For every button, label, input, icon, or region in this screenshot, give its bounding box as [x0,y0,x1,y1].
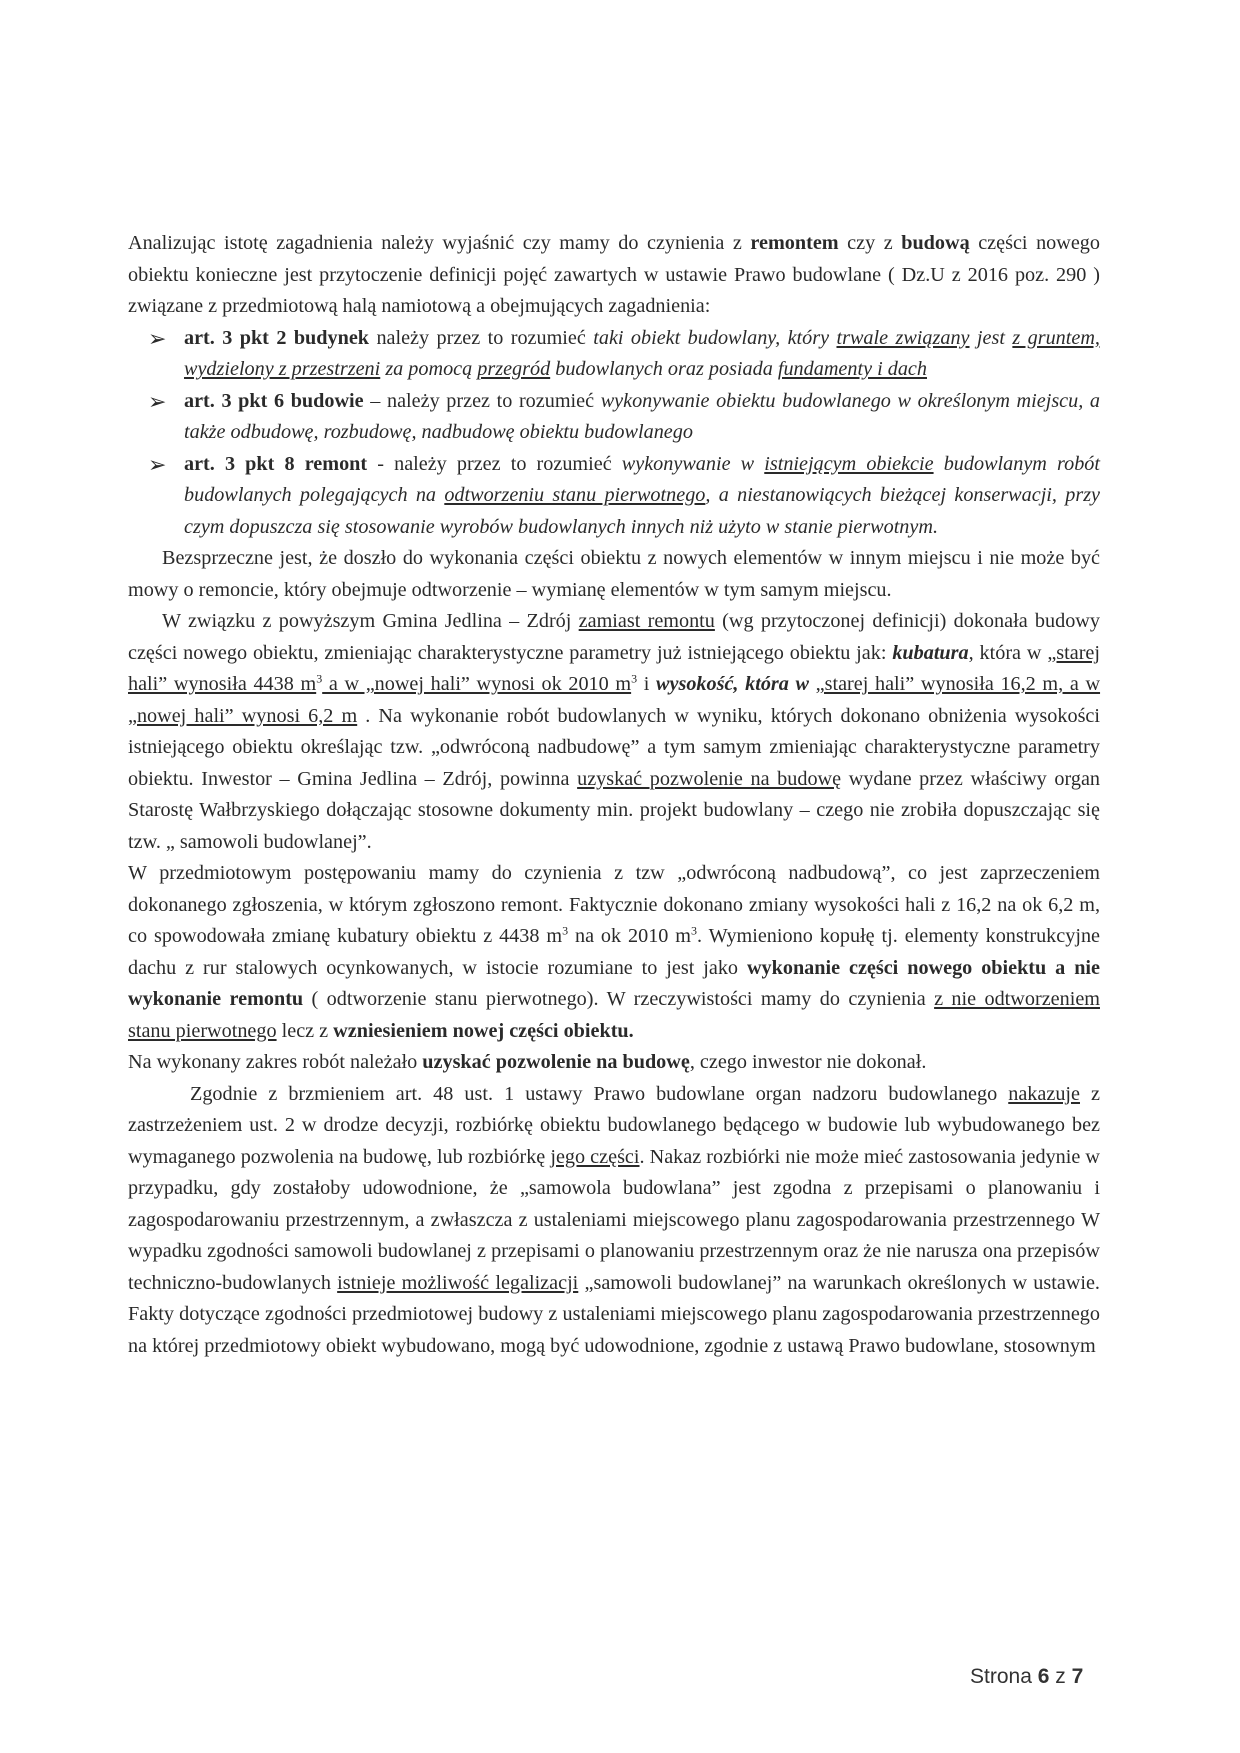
text: , czego inwestor nie dokonał. [689,1051,927,1073]
definition-budynek [128,323,1100,386]
article-term: budowie [284,389,364,412]
text: – należy przez to rozumieć [363,389,601,412]
underlined-text: trwale związany [836,326,970,349]
article-label: art. 3 pkt 6 [184,389,285,412]
text [809,673,816,695]
text: wydane przez właściwy organ Starostę Wałbrzyskiego dołączając stosowne dokumenty min. projekt budowlany – czego nie zrobiła dopuszczając się tzw. „ samowoli budowlanej”. [128,767,1101,853]
definition-text: taki obiekt budowlany, który [593,326,837,349]
superscript: 3 [631,671,638,686]
text: - należy przez to rozumieć [367,452,622,475]
article-label: art. 3 pkt 8 [184,452,295,475]
arrow-bullet-icon: ➢ [148,325,167,351]
definition-text: za pomocą [380,358,478,380]
text: Analizując istotę zagadnienia należy wyjaśnić czy mamy do czynienia z [128,232,751,254]
definition-text: wykonywanie w [621,452,765,475]
bold-term-remont: remontem [750,232,839,254]
paragraph-gmina [128,606,1100,858]
text: . Nakaz rozbiórki nie może mieć zastosowania jedynie w przypadku, gdy zostałoby udowodnione, że „samowola budowlana” jest zgodna z przepisami o planowaniu i zagospodarowaniu przestrzennym, a zwłaszcza z ustaleniami miejscowego planu zagospodarowania przestrzennego W wypadku zgodności samowoli budowlanej z przepisami o planowaniu przestrzennym oraz że nie narusza ona przepisów techniczno-budowlanych [128,1145,1101,1294]
text: części nowego obiektu konieczne jest przytoczenie definicji pojęć zawartych w ustawie Prawo budowlane ( Dz.U z 2016 poz. 290 ) związane z przedmiotową halą namiotową a obejmujących zagadnienia: [128,232,1100,317]
paragraph-art48 [128,1079,1100,1363]
bold-italic-text: kubatura [892,641,969,664]
text: W przedmiotowym postępowaniu mamy do czynienia z tzw „odwróconą nadbudową”, co jest zaprzeczeniem dokonanego zgłoszenia, w którym zgłoszono remont. Faktycznie dokonano zmiany wysokości hali z 16,2 na ok 6,2 m, co spowodowała zmianę kubatury obiektu z 4438 m [128,862,1100,947]
definition-text: budowlanym robót budowlanych polegających na [184,452,1100,506]
page-number [970,1665,1083,1689]
text: . Na wykonanie robót budowlanych w wyniku, których dokonano obniżenia wysokości istniejącego obiektu określając tzw. „odwróconą nadbudowę” a tym samym zmieniając charakterystyczne parametry obiektu. Inwestor – Gmina Jedlina – Zdrój, powinna [128,704,1100,790]
text: ( odtworzenie stanu pierwotnego). W rzeczywistości mamy do czynienia [303,988,935,1010]
underlined-text: odtworzeniu stanu pierwotnego [444,484,706,506]
bold-text: uzyskać pozwolenie na budowę [422,1051,690,1073]
page-prefix: Strona [970,1665,1038,1688]
text: , która w [968,641,1048,664]
paragraph-bezsprzeczne: Bezsprzeczne jest, że doszło do wykonania części obiektu z nowych elementów w innym miejscu i nie może być mowy o remoncie, który obejmuje odtworzenie – wymianę elementów w tym samym miejscu. [128,547,1100,601]
text: W związku z powyższym Gmina Jedlina – Zdrój [162,610,579,632]
underlined-text: fundamenty i dach [777,358,927,380]
underlined-text: uzyskać pozwolenie na budowę [577,767,842,790]
superscript: 3 [691,923,698,938]
total-pages: 7 [1071,1665,1084,1688]
text: Na wykonany zakres robót należało [128,1051,423,1073]
superscript: 3 [562,923,569,938]
text: . Wymieniono kopułę tj. elementy konstrukcyjne dachu z rur stalowych ocynkowanych, w istocie rozumiane to jest jako [128,925,1100,979]
underlined-text: „starej hali” wynosiła 16,2 m, a w „nowej hali” wynosi 6,2 m [128,673,1101,727]
paragraph-odwrocona-nadbudowa [128,858,1100,1047]
underlined-text: „starej hali” wynosiła 4438 m [128,641,1100,695]
page-mid: z [1049,1665,1072,1688]
underlined-text: jego części [550,1145,640,1168]
text: Zgodnie z brzmieniem art. 48 ust. 1 ustawy Prawo budowlane organ nadzoru budowlanego [190,1082,1009,1105]
article-term: remont [294,452,368,475]
underlined-text: z nie odtworzeniem stanu pierwotnego [128,988,1100,1042]
underlined-text: zamiast remontu [578,610,715,632]
definition-text: wykonywanie obiektu budowlanego w określonym miejscu, a także odbudowę, rozbudowę, nadbudowę obiektu budowlanego [184,389,1100,443]
text: „samowoli budowlanej” na warunkach określonych w ustawie. Fakty dotyczące zgodności przedmiotowej budowy z ustaleniami miejscowego planu zagospodarowania przestrzennego na której przedmiotowy obiekt wybudowano, mogą być udowodnione, zgodnie z ustawą Prawo budowlane, stosownym [128,1271,1100,1357]
definition-budowa [128,386,1100,449]
paragraph-pozwolenie [128,1047,1100,1079]
underlined-text: a w „nowej hali” wynosi ok 2010 m [322,673,632,695]
text: z zastrzeżeniem ust. 2 w drodze decyzji, rozbiórkę obiektu budowlanego będącego w budowie lub wybudowanego bez wymaganego pozwolenia na budowę, lub rozbiórkę [128,1082,1100,1168]
underlined-text: z gruntem, wydzielony z przestrzeni [184,326,1100,380]
text: (wg przytoczonej definicji) dokonała budowy części nowego obiektu, zmieniając charakterystyczne parametry już istniejącego obiektu jak: [128,610,1100,664]
article-term: budynek [286,326,370,349]
underlined-text: istniejącym obiekcie [764,452,934,475]
text: lecz z [276,1019,334,1042]
bold-term-budowa: budową [901,232,970,254]
underlined-text: nakazuje [1008,1082,1080,1105]
definition-remont [128,449,1100,544]
superscript: 3 [316,671,323,686]
definitions-list [128,323,1100,544]
underlined-text: przegród [477,358,551,380]
text: należy przez to rozumieć [369,326,594,349]
definition-text: budowlanych oraz posiada [550,358,778,380]
arrow-bullet-icon: ➢ [148,451,167,477]
bold-text: wykonanie części nowego obiektu a nie wykonanie remontu [128,956,1100,1010]
text: czy z [838,232,902,254]
bold-italic-text: wysokość, która w [656,673,809,695]
definition-text: jest [969,326,1013,349]
paragraph-intro [128,228,1100,323]
text: i [637,673,657,695]
current-page: 6 [1037,1665,1050,1688]
definition-text: , a niestanowiących bieżącej konserwacji, przy czym dopuszcza się stosowanie wyrobów budowlanych innych niż użyto w stanie pierwotnym. [184,484,1101,538]
text: na ok 2010 m [568,925,692,947]
article-label: art. 3 pkt 2 [184,326,287,349]
underlined-text: istnieje możliwość legalizacji [337,1271,579,1294]
bold-text: wzniesieniem nowej części obiektu. [333,1019,634,1042]
document-body [128,228,1100,1362]
arrow-bullet-icon: ➢ [148,388,167,414]
